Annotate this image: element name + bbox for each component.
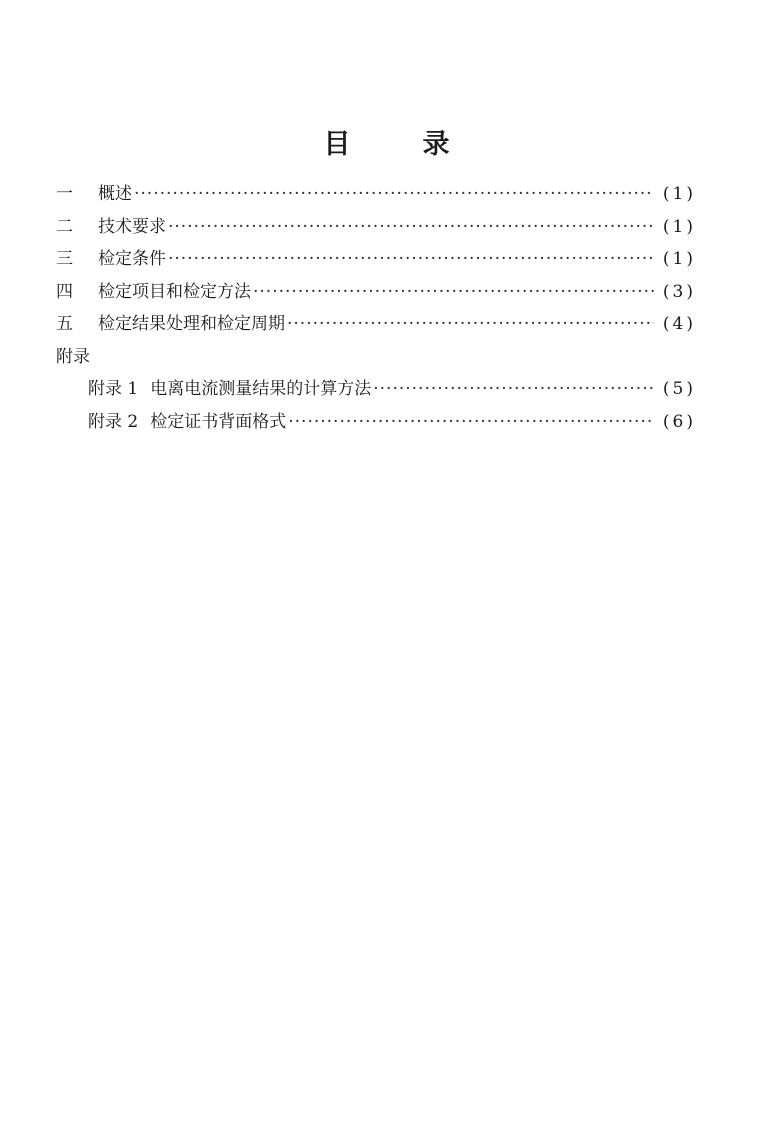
toc-entry-number: 二 xyxy=(56,216,73,237)
appendix-entry-page: (6) xyxy=(662,411,696,432)
table-of-contents xyxy=(56,178,696,438)
appendix-entry-number: 附录 1 xyxy=(88,379,139,399)
toc-entry-label: 技术要求 xyxy=(98,216,166,237)
toc-entry xyxy=(56,211,696,244)
toc-entry-label: 检定结果处理和检定周期 xyxy=(98,314,285,334)
toc-entry-number: 三 xyxy=(56,249,73,269)
toc-entry-page: (1) xyxy=(662,184,696,204)
toc-entry xyxy=(56,308,696,341)
toc-title-char-2: 录 xyxy=(422,129,452,160)
appendix-entry-number: 附录 2 xyxy=(88,411,139,432)
dot-leader xyxy=(288,406,654,438)
toc-entry-page: (4) xyxy=(662,314,696,334)
dot-leader xyxy=(373,373,654,405)
toc-entry-number: 五 xyxy=(56,314,73,334)
dot-leader xyxy=(287,308,654,340)
toc-entry-number: 四 xyxy=(56,281,73,302)
dot-leader xyxy=(253,276,654,308)
appendix-entry-page: (5) xyxy=(662,379,696,399)
appendix-heading-row xyxy=(56,341,696,374)
dot-leader xyxy=(168,243,654,275)
toc-entry-label: 检定项目和检定方法 xyxy=(98,281,251,302)
appendix-entry xyxy=(56,373,696,406)
toc-title-char-1: 目 xyxy=(323,129,353,160)
appendix-entry-label: 检定证书背面格式 xyxy=(150,411,287,432)
appendix-heading: 附录 xyxy=(56,346,90,367)
toc-entry-label: 概述 xyxy=(98,184,132,204)
toc-title xyxy=(0,122,775,161)
toc-entry-number: 一 xyxy=(56,184,73,204)
dot-leader xyxy=(134,178,654,210)
toc-entry-page: (1) xyxy=(662,216,696,237)
appendix-entry xyxy=(56,406,696,439)
toc-entry xyxy=(56,178,696,211)
appendix-entry-label: 电离电流测量结果的计算方法 xyxy=(150,379,372,399)
dot-leader xyxy=(168,211,654,243)
toc-entry-page: (3) xyxy=(662,281,696,302)
toc-entry xyxy=(56,276,696,309)
toc-entry-label: 检定条件 xyxy=(98,249,166,269)
toc-entry xyxy=(56,243,696,276)
toc-entry-page: (1) xyxy=(662,249,696,269)
